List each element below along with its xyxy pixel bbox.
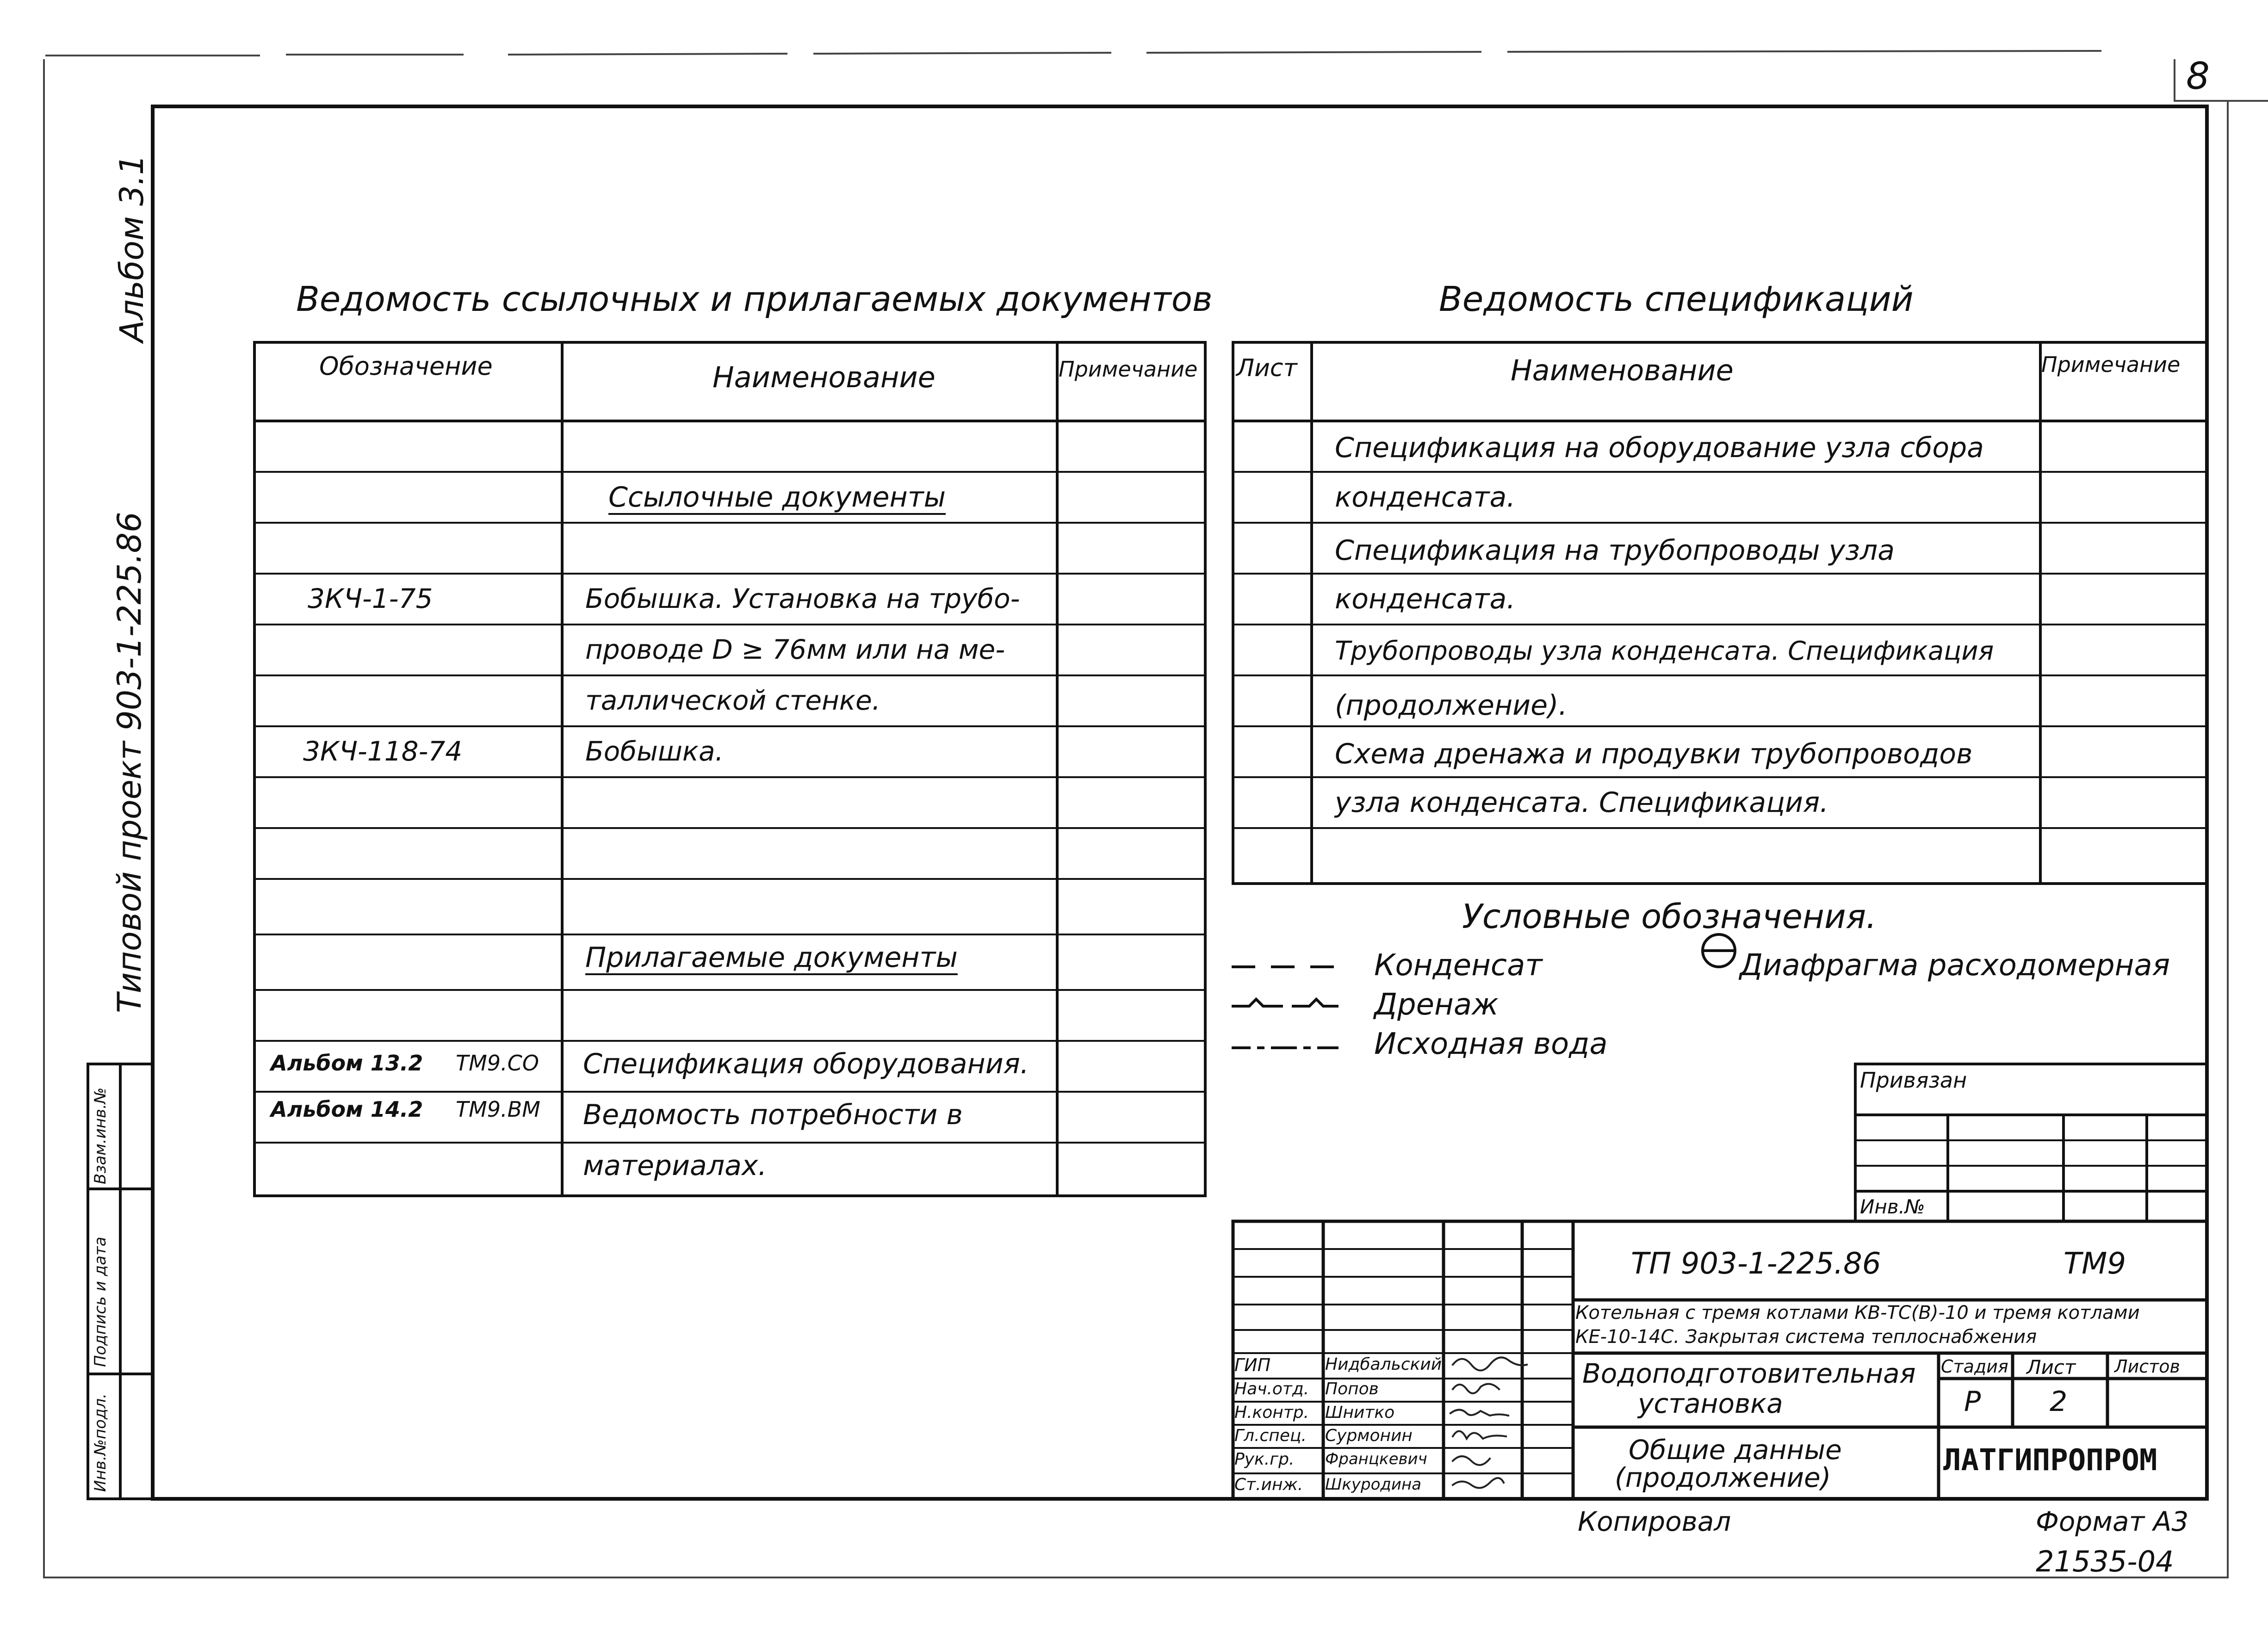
archive-number: 21535-04 (2036, 1545, 2174, 1578)
binding-label: Привязан (1860, 1068, 1967, 1093)
side-stamp-inv: Инв.№подл. (91, 1393, 110, 1492)
tb-sheet-value: 2 (2050, 1385, 2068, 1418)
role-2: Нач.отд. (1234, 1379, 1309, 1398)
role-3: Н.контр. (1234, 1403, 1309, 1422)
legend-source-water: Исходная вода (1374, 1027, 1608, 1061)
row3-mark: ТМ9.СО (456, 1051, 539, 1076)
name-5: Францкевич (1325, 1450, 1427, 1468)
tb-organization: ЛАТГИПРОПРОМ (1943, 1443, 2157, 1478)
format-label: Формат А3 (2036, 1506, 2189, 1537)
row1-name-line1: Бобышка. Установка на трубо- (585, 583, 1020, 614)
left-header-name: Наименование (713, 360, 936, 394)
sheet-number: 8 (2186, 55, 2210, 98)
row2-code: 3КЧ-118-74 (303, 736, 463, 767)
legend-condensate: Конденсат (1374, 948, 1543, 983)
tb-section-line1: Водоподготовительная (1582, 1358, 1916, 1389)
row3-name: Спецификация оборудования. (583, 1048, 1029, 1080)
tb-object-line1: Котельная с тремя котлами КВ-ТС(В)-10 и тремя котлами (1575, 1302, 2140, 1324)
spec-line-8: узла конденсата. Спецификация. (1335, 786, 1829, 819)
row4-name-line1: Ведомость потребности в (583, 1099, 963, 1131)
name-2: Попов (1325, 1379, 1379, 1398)
tb-sheet-label: Лист (2026, 1356, 2076, 1379)
right-header-note: Примечание (2041, 352, 2181, 377)
right-header-sheet: Лист (1236, 354, 1297, 382)
tb-object-line2: КЕ-10-14С. Закрытая система теплоснабжения (1575, 1326, 2037, 1348)
right-table-title: Ведомость спецификаций (1439, 279, 1914, 319)
tb-mark: ТМ9 (2064, 1247, 2126, 1281)
row4-mark: ТМ9.ВМ (456, 1097, 540, 1122)
side-stamp-signature: Подпись и дата (91, 1237, 110, 1367)
binding-inv: Инв.№ (1860, 1195, 1925, 1218)
row2-name: Бобышка. (585, 736, 724, 767)
legend-title: Условные обозначения. (1462, 897, 1877, 936)
copied-label: Копировал (1578, 1506, 1731, 1537)
project-vertical-label: Типовой проект 903-1-225.86 (111, 512, 149, 1013)
tb-sheets-label: Листов (2114, 1356, 2180, 1377)
tb-stage-value: Р (1964, 1385, 1981, 1418)
tb-sheet-title-line2: (продолжение) (1615, 1462, 1831, 1493)
row4-album: Альбом 14.2 (271, 1097, 423, 1122)
tb-section-line2: установка (1638, 1388, 1783, 1419)
spec-line-7: Схема дренажа и продувки трубопроводов (1335, 738, 1973, 770)
name-3: Шнитко (1325, 1403, 1395, 1422)
role-5: Рук.гр. (1234, 1450, 1295, 1469)
spec-line-4: конденсата. (1335, 583, 1516, 615)
row1-name-line2: проводе D ≥ 76мм или на ме- (585, 634, 1005, 665)
spec-line-5: Трубопроводы узла конденсата. Спецификация (1335, 636, 1994, 666)
spec-line-6: (продолжение). (1335, 689, 1568, 722)
spec-line-2: конденсата. (1335, 481, 1516, 513)
row1-name-line3: таллической стенке. (585, 685, 881, 716)
left-header-note: Примечание (1059, 357, 1198, 382)
role-1: ГИП (1234, 1355, 1271, 1375)
name-4: Сурмонин (1325, 1426, 1413, 1445)
row3-album: Альбом 13.2 (271, 1051, 423, 1076)
left-header-designation: Обозначение (319, 352, 493, 381)
legend-diaphragm: Диафрагма расходомерная (1740, 948, 2170, 983)
row4-name-line2: материалах. (583, 1150, 767, 1182)
role-4: Гл.спец. (1234, 1426, 1307, 1445)
tb-stage-label: Стадия (1941, 1356, 2008, 1377)
tb-sheet-title-line1: Общие данные (1629, 1434, 1842, 1466)
left-table-title: Ведомость ссылочных и прилагаемых документов (296, 279, 1213, 319)
name-1: Нидбальский (1325, 1355, 1442, 1374)
row1-code: 3КЧ-1-75 (308, 583, 433, 614)
role-6: Ст.инж. (1234, 1475, 1303, 1494)
name-6: Шкуродина (1325, 1475, 1422, 1494)
side-stamp-replace: Взам.инв.№ (91, 1087, 110, 1184)
section-attached: Прилагаемые документы (585, 941, 958, 974)
section-referenced: Ссылочные документы (608, 481, 946, 513)
spec-line-3: Спецификация на трубопроводы узла (1335, 534, 1895, 567)
spec-line-1: Спецификация на оборудование узла сбора (1335, 432, 1984, 464)
right-header-name: Наименование (1511, 353, 1734, 387)
legend-drainage: Дренаж (1374, 988, 1499, 1022)
album-label: Альбом 3.1 (113, 154, 151, 342)
tb-code: ТП 903-1-225.86 (1631, 1247, 1881, 1281)
